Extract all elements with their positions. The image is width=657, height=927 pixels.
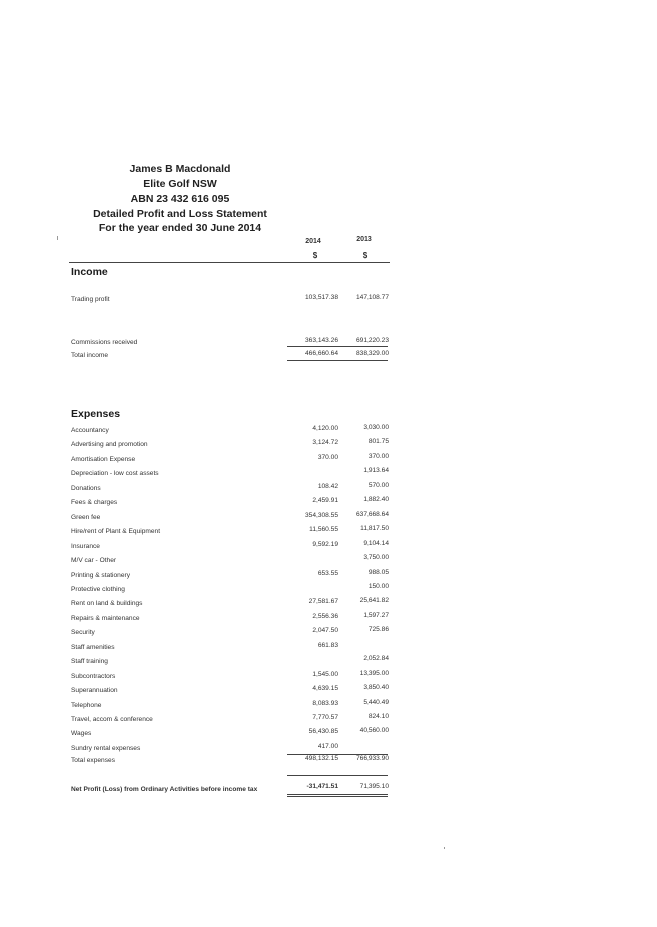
expense-label: Green fee xyxy=(71,513,101,521)
expense-value-2013: 570.00 xyxy=(368,481,389,489)
expense-label: Security xyxy=(71,629,95,637)
expense-value-2014: 370.00 xyxy=(317,453,338,461)
expense-label: Staff training xyxy=(71,658,108,666)
expense-label: Depreciation - low cost assets xyxy=(71,470,159,478)
period-line: For the year ended 30 June 2014 xyxy=(98,222,262,234)
expense-value-2014: 8,083.93 xyxy=(312,699,338,707)
expense-value-2013: 25,641.82 xyxy=(359,597,389,605)
statement-title: Detailed Profit and Loss Statement xyxy=(93,208,267,220)
scan-speck xyxy=(57,236,58,240)
expense-value-2013: 824.10 xyxy=(368,713,389,720)
expense-value-2014: 4,639.15 xyxy=(312,685,338,693)
expense-label: Rent on land & buildings xyxy=(71,600,143,608)
expense-label: Sundry rental expenses xyxy=(71,744,141,752)
income-subtotal-rule xyxy=(287,346,388,347)
expense-value-2013: 1,882.40 xyxy=(363,496,389,504)
expenses-heading: Expenses xyxy=(71,408,121,420)
trading-profit-2014: 103,517.38 xyxy=(304,294,338,301)
expense-value-2013: 9,104.14 xyxy=(363,539,389,547)
expense-value-2013: 13,395.00 xyxy=(359,669,389,677)
expense-value-2013: 801.75 xyxy=(368,438,389,446)
expense-value-2014: 11,560.55 xyxy=(309,526,338,534)
expense-value-2014: 108.42 xyxy=(317,482,338,490)
net-profit-top-rule xyxy=(287,775,388,776)
col-year-2014: 2014 xyxy=(305,238,321,245)
expense-label: Telephone xyxy=(71,701,102,709)
trading-profit-2013: 147,108.77 xyxy=(355,294,389,301)
abn: ABN 23 432 616 095 xyxy=(130,193,230,205)
expense-label: M/V car - Other xyxy=(71,557,117,565)
expense-value-2013: 370.00 xyxy=(368,452,389,460)
total-income-2014: 466,660.64 xyxy=(304,350,338,357)
net-profit-2013: 71,395.10 xyxy=(359,783,389,790)
expense-label: Fees & charges xyxy=(71,499,118,507)
expense-value-2014: 7,770.57 xyxy=(312,714,338,721)
expense-value-2014: 653.55 xyxy=(317,569,338,577)
expense-value-2013: 3,030.00 xyxy=(363,424,389,431)
net-profit-2014: -31,471.51 xyxy=(306,783,338,790)
total-expenses-label: Total expenses xyxy=(71,757,115,764)
net-profit-label: Net Profit (Loss) from Ordinary Activities before income tax xyxy=(71,786,258,793)
expense-label: Accountancy xyxy=(71,427,109,434)
expense-value-2013: 150.00 xyxy=(368,582,389,590)
expense-value-2013: 40,560.00 xyxy=(359,727,389,735)
expense-value-2013: 988.05 xyxy=(368,568,389,576)
expense-value-2013: 5,440.49 xyxy=(363,698,389,706)
col-currency-2013: $ xyxy=(362,251,368,260)
total-expenses-2013: 766,933.90 xyxy=(355,755,389,762)
expense-value-2013: 3,750.00 xyxy=(363,554,389,562)
business-name: Elite Golf NSW xyxy=(143,178,217,190)
expense-label: Hire/rent of Plant & Equipment xyxy=(71,528,161,536)
expense-value-2014: 3,124.72 xyxy=(312,439,338,447)
col-currency-2014: $ xyxy=(312,251,318,260)
expense-label: Staff amenities xyxy=(71,643,115,651)
expense-label: Donations xyxy=(71,484,101,492)
expense-value-2014: 2,459.91 xyxy=(312,497,338,505)
expense-value-2014: 27,581.67 xyxy=(308,598,338,606)
expense-value-2013: 3,850.40 xyxy=(363,684,389,692)
total-expenses-2014: 498,132.15 xyxy=(304,755,338,762)
expense-value-2014: 56,430.85 xyxy=(308,728,338,736)
expense-value-2013: 637,668.64 xyxy=(355,510,389,518)
expense-value-2013: 2,052.84 xyxy=(363,655,389,663)
expense-value-2014: 2,556.36 xyxy=(312,612,338,620)
expense-value-2014: 1,545.00 xyxy=(312,670,338,678)
expense-value-2014: 661.83 xyxy=(317,641,338,649)
expense-value-2014: 2,047.50 xyxy=(312,627,338,635)
expense-value-2014: 9,592.19 xyxy=(312,540,338,548)
expense-value-2014: 4,120.00 xyxy=(312,425,338,432)
commissions-2014: 363,143.26 xyxy=(304,337,338,344)
total-income-label: Total income xyxy=(71,352,109,359)
commissions-label: Commissions received xyxy=(71,339,138,346)
expense-label: Wages xyxy=(71,730,92,738)
income-total-rule xyxy=(287,360,388,361)
expense-label: Insurance xyxy=(71,542,100,550)
expense-label: Protective clothing xyxy=(71,585,125,593)
scan-speck xyxy=(444,847,445,849)
owner-name: James B Macdonald xyxy=(129,163,231,175)
net-profit-double-rule xyxy=(287,794,388,797)
expense-label: Subcontractors xyxy=(71,672,116,680)
trading-profit-label: Trading profit xyxy=(71,296,110,303)
expense-value-2014: 417.00 xyxy=(317,742,338,750)
col-year-2013: 2013 xyxy=(356,236,372,243)
expense-value-2013: 725.86 xyxy=(368,626,389,634)
total-income-2013: 838,329.00 xyxy=(355,350,389,357)
expense-label: Superannuation xyxy=(71,687,118,695)
expense-value-2014: 354,308.55 xyxy=(304,511,338,519)
expense-label: Amortisation Expense xyxy=(71,455,136,463)
expense-label: Travel, accom & conference xyxy=(71,716,153,723)
commissions-2013: 691,220.23 xyxy=(355,337,389,344)
expense-label: Advertising and promotion xyxy=(71,441,148,449)
header-rule xyxy=(69,262,390,263)
expense-value-2013: 1,597.27 xyxy=(363,611,389,619)
expense-value-2013: 1,913.64 xyxy=(363,467,389,475)
expense-label: Repairs & maintenance xyxy=(71,614,140,622)
expense-value-2013: 11,817.50 xyxy=(360,525,389,533)
income-heading: Income xyxy=(71,266,108,278)
expense-label: Printing & stationery xyxy=(71,571,131,579)
